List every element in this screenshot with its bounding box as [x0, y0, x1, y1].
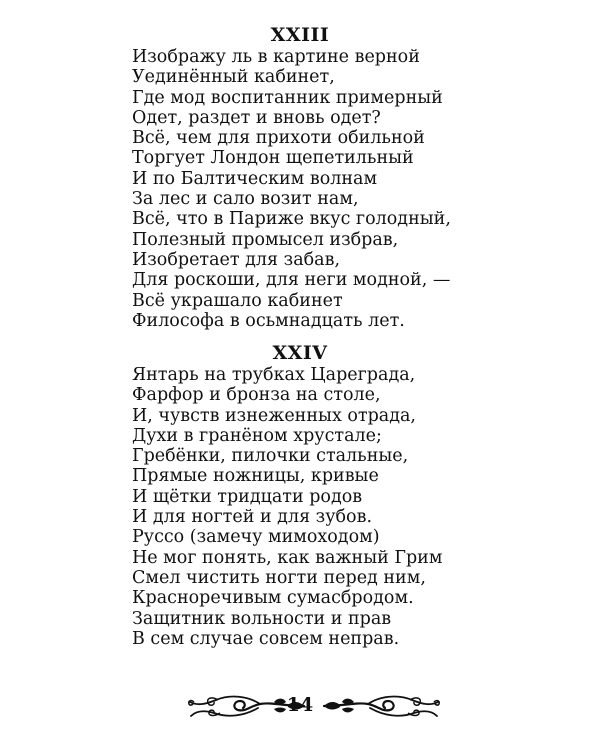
verse-line: И по Балтическим волнам — [132, 168, 378, 189]
verse-line: Изображу ль в картине верной — [132, 47, 420, 67]
verse-line: Изобретает для забав, — [132, 249, 341, 270]
verse-line: Для роскоши, для неги модной, — — [132, 270, 451, 291]
stanza-heading-xxiii: XXIII — [270, 24, 330, 46]
verse-line: Прямые ножницы, кривые — [132, 466, 379, 487]
verse-line: И для ногтей и для зубов. — [132, 507, 373, 528]
verse-line: Всё украшало кабинет — [132, 290, 343, 311]
verse-line: Всё, чем для прихоти обильной — [132, 128, 425, 149]
verse-line: Янтарь на трубках Цареграда, — [132, 365, 416, 385]
verse-line: Руссо (замечу мимоходом) — [132, 527, 380, 548]
verse-line: Красноречивым сумасбродом. — [132, 588, 414, 609]
verse-line: Уединённый кабинет, — [132, 67, 335, 88]
verse-line: И, чувств изнеженных отрада, — [132, 405, 416, 426]
verse-line: Защитник вольности и прав — [132, 608, 392, 629]
verse-line: Философа в осьмнадцать лет. — [132, 310, 405, 331]
verse-line: Смел чистить ногти перед ним, — [132, 567, 426, 588]
verse-line: Фарфор и бронза на столе, — [132, 385, 381, 406]
stanza-heading-xxiv: XXIV — [272, 342, 328, 364]
verse-line: Духи в гранёном хрустале; — [132, 425, 382, 446]
page-footer — [0, 686, 600, 726]
verse-line: Гребёнки, пилочки стальные, — [132, 446, 409, 467]
verse-line: Одет, раздет и вновь одет? — [132, 107, 381, 128]
verse-line: Где мод воспитанник примерный — [132, 87, 443, 108]
verse-line: Не мог понять, как важный Грим — [132, 547, 443, 568]
stanza-xxiii — [132, 47, 451, 331]
verse-line: Торгует Лондон щепетильный — [132, 148, 414, 169]
page-number: 14 — [286, 694, 314, 716]
verse-line: Всё, что в Париже вкус голодный, — [132, 209, 451, 230]
stanza-xxiv — [132, 365, 442, 649]
flourish-ornament-right-icon — [322, 686, 440, 722]
verse-line: Полезный промысел избрав, — [132, 229, 399, 250]
verse-line: И щётки тридцати родов — [132, 486, 363, 507]
verse-line: В сем случае совсем неправ. — [132, 628, 400, 649]
verse-line: За лес и сало возит нам, — [132, 189, 359, 210]
